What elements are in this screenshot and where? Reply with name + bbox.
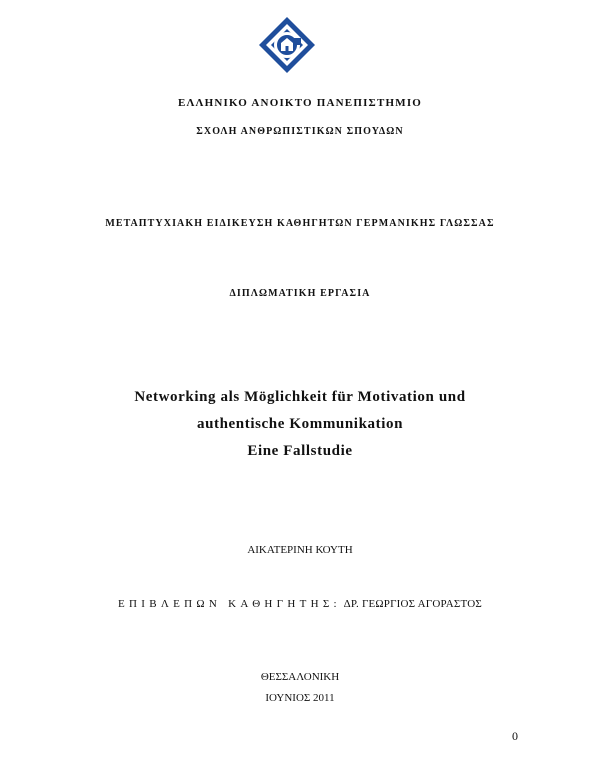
university-name: ΕΛΛΗΝΙΚΟ ΑΝΟΙΚΤΟ ΠΑΝΕΠΙΣΤΗΜΙΟ (177, 97, 423, 109)
city: ΘΕΣΣΑΛΟΝΙΚΗ (260, 671, 340, 683)
date: ΙΟΥΝΙΟΣ 2011 (265, 692, 335, 704)
document-type: ΔΙΠΛΩΜΑΤΙΚΗ ΕΡΓΑΣΙΑ (229, 288, 371, 299)
school-name: ΣΧΟΛΗ ΑΝΘΡΩΠΙΣΤΙΚΩΝ ΣΠΟΥΔΩΝ (196, 126, 404, 137)
thesis-title-line-2: authentische Kommunikation (196, 416, 404, 432)
thesis-title-line-1: Networking als Möglichkeit für Motivation und (134, 389, 466, 405)
thesis-subtitle: Eine Fallstudie (247, 443, 353, 459)
university-logo-icon (258, 16, 316, 74)
supervisor-label: ΕΠΙΒΛΕΠΩΝ ΚΑΘΗΓΗΤΗΣ: (117, 598, 341, 610)
supervisor-name: ΔΡ. ΓΕΩΡΓΙΟΣ ΑΓΟΡΑΣΤΟΣ (343, 598, 483, 610)
author-name: ΑΙΚΑΤΕΡΙΝΗ ΚΟΥΤΗ (247, 544, 353, 556)
page-number: 0 (512, 729, 518, 743)
supervisor-line (0, 598, 600, 610)
program-name: ΜΕΤΑΠΤΥΧΙΑΚΗ ΕΙΔΙΚΕΥΣΗ ΚΑΘΗΓΗΤΩΝ ΓΕΡΜΑΝΙΚΗΣ ΓΛΩΣΣΑΣ (105, 218, 495, 229)
